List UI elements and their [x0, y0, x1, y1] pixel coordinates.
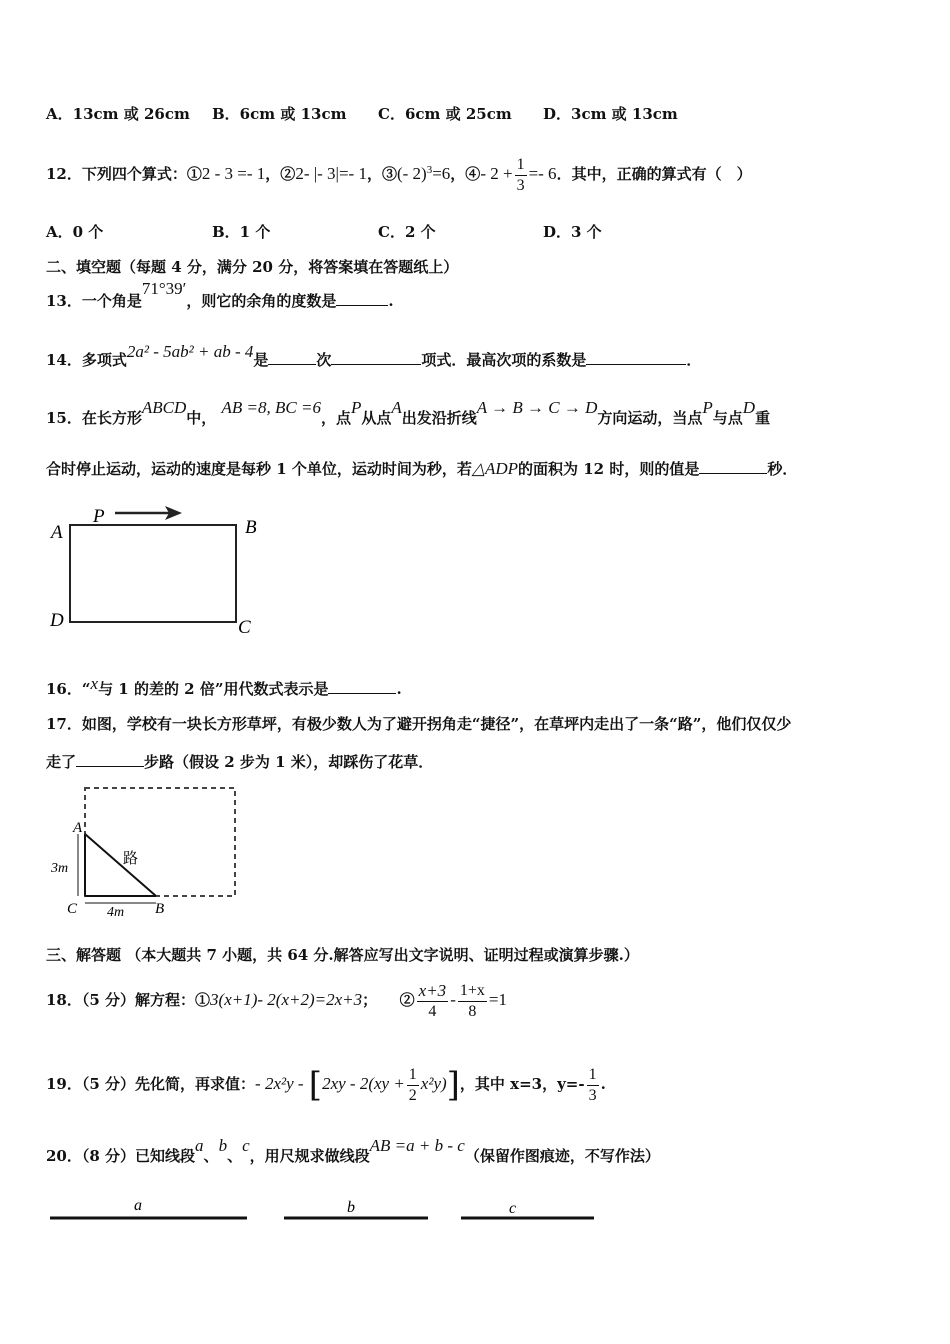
label-4m: 4m: [107, 905, 125, 920]
label-a: A: [51, 522, 63, 543]
q12-option-b: B．1 个: [212, 223, 271, 241]
rectangle-outline: [70, 525, 236, 622]
question-17-line-2: 走了 步路（假设 2 步为 1 米），却踩伤了花草．: [46, 753, 434, 771]
question-20: 20．（8 分）已知线段a、b、c，用尺规求做线段AB =a + b - c（保留作图痕迹，不写作法）: [46, 1136, 660, 1165]
question-19: 19．（5 分）先化简，再求值：- 2x²y - [2xy - 2(xy + $\frac{1}{2}$ x²y)]，其中 x=3，y=- $\frac{1}{3}$ .: [46, 1065, 606, 1105]
q11-option-a: A．13cm 或 26cm: [46, 105, 190, 123]
segment-a-label: a: [134, 1197, 142, 1214]
segment-b-label: b: [347, 1199, 355, 1216]
q11-option-b: B．6cm 或 13cm: [212, 105, 347, 123]
question-14: 14．多项式2a² - 5ab² + ab - 4是 次 项式．最高次项的系数是 ．: [46, 342, 702, 369]
section-3-heading: 三、解答题 （本大题共 7 小题，共 64 分.解答应写出文字说明、证明过程或演算步骤.）: [46, 946, 639, 964]
question-16: 16．“x与 1 的差的 2 倍”用代数式表示是 .: [46, 674, 402, 698]
given-segments-figure: [45, 1190, 605, 1230]
question-17: 17．如图，学校有一块长方形草坪，有极少数人为了避开拐角走“捷径”，在草坪内走出了一条“路”，他们仅仅少: [46, 715, 792, 733]
question-18: 18．（5 分）解方程：①3(x+1)- 2(x+2)=2x+3； ② $\frac{x+3}{4}$ - $\frac{1+x}{8}$ =1: [46, 980, 507, 1020]
lawn-dashed-outline: [85, 788, 235, 896]
label-b: B: [245, 517, 257, 538]
rectangle-abcd-figure: [45, 500, 275, 640]
label-c: C: [238, 617, 251, 638]
road-path: [85, 834, 156, 896]
q12-option-a: A．0 个: [46, 223, 104, 241]
q11-option-d: D．3cm 或 13cm: [543, 105, 678, 123]
label-d: D: [50, 610, 64, 631]
q12-option-c: C．2 个: [378, 223, 436, 241]
label-a: A: [73, 820, 83, 836]
question-13: 13．一个角是71°39′，则它的余角的度数是 .: [46, 279, 394, 310]
question-15-line-2: 合时停止运动，运动的速度是每秒 1 个单位，运动时间为秒，若△ADP的面积为 12 时，则的值是 秒．: [46, 459, 798, 478]
segment-c-label: c: [509, 1200, 517, 1217]
label-road: 路: [123, 851, 139, 867]
lawn-shortcut-figure: [45, 782, 245, 922]
q11-option-c: C．6cm 或 25cm: [378, 105, 512, 123]
label-3m: 3m: [51, 861, 69, 876]
question-15: 15．在长方形ABCD中， AB =8, BC =6，点P从点A出发沿折线A → B → C → D方向运动，当点P与点D重: [46, 398, 771, 427]
label-c: C: [67, 901, 78, 917]
label-p: P: [93, 506, 105, 527]
q12-option-d: D．3 个: [543, 223, 602, 241]
label-b: B: [155, 901, 165, 917]
question-12: 12．下列四个算式：①2 - 3 =- 1，②2- |- 3|=- 1，③(- 2)$^3$=6，④- 2 + $\frac{1}{3}$ =- 6．其中，正确的算式有（ ）: [46, 155, 752, 194]
section-2-heading: 二、填空题（每题 4 分，满分 20 分，将答案填在答题纸上）: [46, 258, 459, 276]
